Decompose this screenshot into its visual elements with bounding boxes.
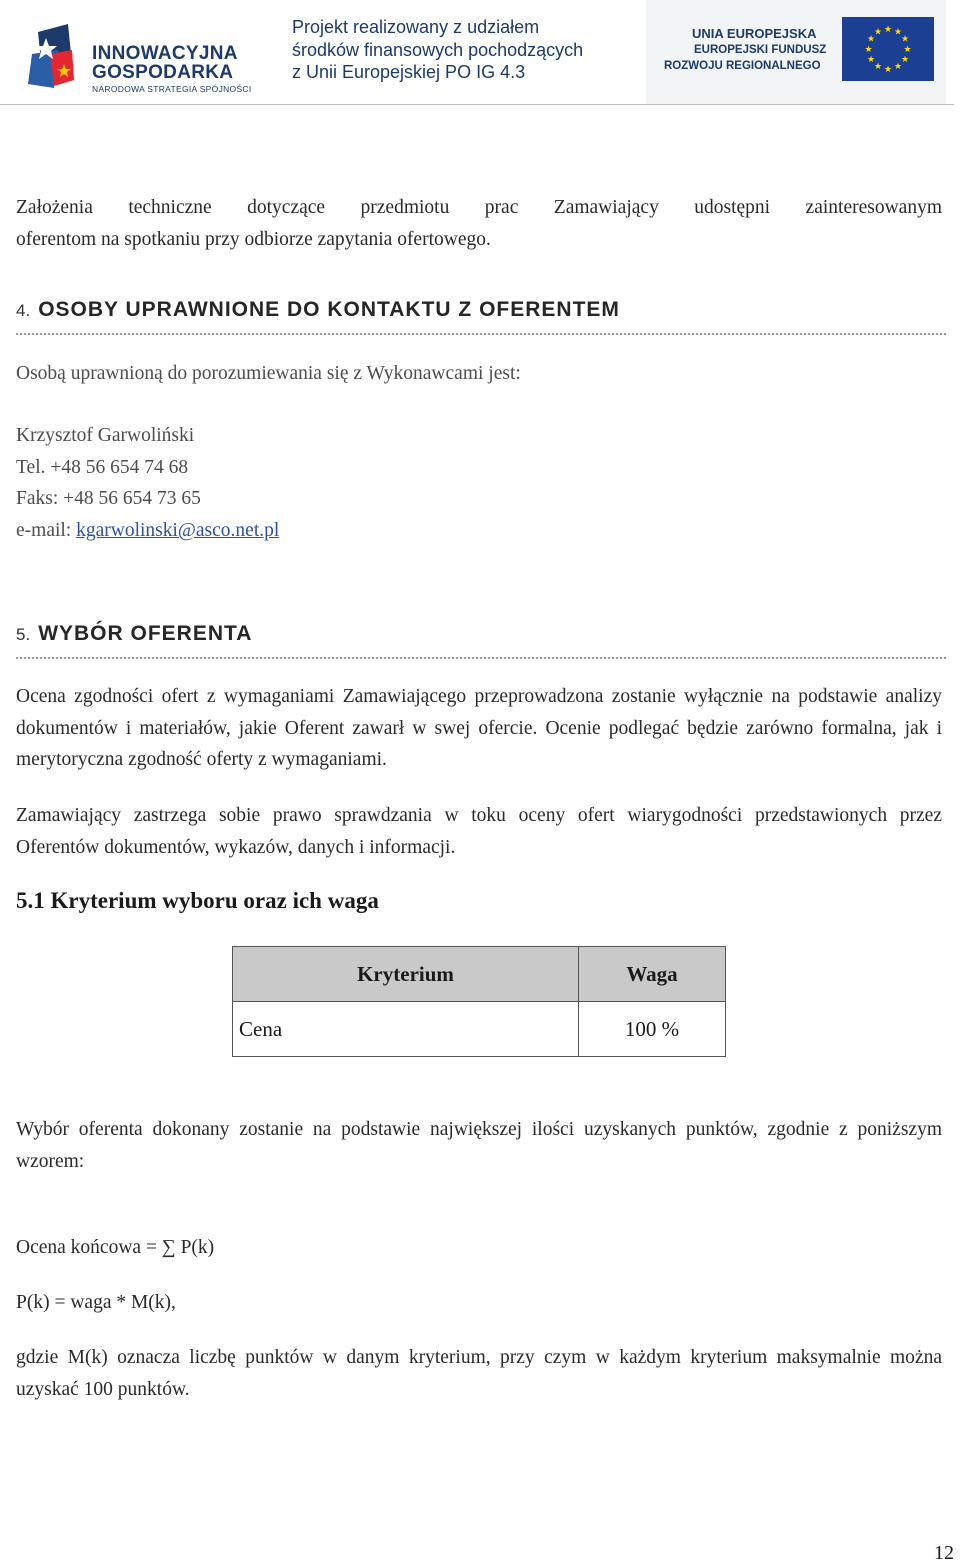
table-row xyxy=(233,1002,726,1057)
header-divider xyxy=(0,104,954,105)
section-4-heading xyxy=(16,296,620,322)
svg-text:★: ★ xyxy=(900,34,910,45)
svg-text:★: ★ xyxy=(903,45,912,55)
eu-logo-subtitle: EUROPEJSKI FUNDUSZ xyxy=(694,44,827,56)
contact-email-link[interactable]: kgarwolinski@asco.net.pl xyxy=(76,520,280,541)
section-5-heading xyxy=(16,620,252,646)
svg-text:★: ★ xyxy=(883,25,893,35)
svg-text:★: ★ xyxy=(893,62,903,72)
intro-paragraph-line: oferentom na spotkaniu przy odbiorze zapytania ofertowego. xyxy=(16,229,491,250)
evaluation-paragraph: Ocena zgodności ofert z wymaganiami Zamawiającego przeprowadzona zostanie wyłącznie na podstawie analizy dokumentów i materiałów, jakie Oferent zawarł w swej ofercie. Ocenie podlegać będzie zarówno formalna, jak i merytoryczna zgodność oferty z wymaganiami. xyxy=(16,686,942,770)
selection-paragraph: Wybór oferenta dokonany zostanie na podstawie największej ilości uzyskanych punktów, zgodnie z poniższym wzorem: xyxy=(16,1119,942,1172)
funding-note-line: środków finansowych pochodzących xyxy=(292,39,584,60)
contact-intro: Osobą uprawnioną do porozumiewania się z Wykonawcami jest: xyxy=(16,363,521,384)
innowacyjna-gospodarka-emblem-icon xyxy=(28,24,88,94)
contact-name: Krzysztof Garwoliński xyxy=(16,425,195,446)
logo-text-innowacyjna: INNOWACYJNA xyxy=(92,43,238,64)
svg-text:★: ★ xyxy=(864,45,873,55)
logo-text-gospodarka: GOSPODARKA xyxy=(92,62,234,83)
section-title: WYBÓR OFERENTA xyxy=(38,622,253,645)
page-number: 12 xyxy=(934,1542,954,1564)
funding-note-line: Projekt realizowany z udziałem xyxy=(292,17,540,37)
logo-text-strategia: NARODOWA STRATEGIA SPÓJNOŚCI xyxy=(92,84,252,94)
eu-fund-logo xyxy=(646,0,946,104)
section-number: 4. xyxy=(16,301,31,320)
svg-text:★: ★ xyxy=(866,55,876,65)
intro-paragraph-line: Założenia techniczne dotyczące przedmiotu prac Zamawiający udostępni zainteresowanym xyxy=(16,197,942,218)
section-number: 5. xyxy=(16,625,31,644)
svg-text:★: ★ xyxy=(873,62,883,72)
project-funding-note xyxy=(292,16,583,84)
section-divider xyxy=(16,657,946,659)
eu-logo-title: UNIA EUROPEJSKA xyxy=(692,26,817,41)
criteria-table xyxy=(232,946,726,1057)
contact-phone: Tel. +48 56 654 74 68 xyxy=(16,457,189,478)
funding-note-line: z Unii Europejskiej PO IG 4.3 xyxy=(292,62,526,82)
email-label: e-mail: xyxy=(16,520,77,541)
eu-logo-subtitle: ROZWOJU REGIONALNEGO xyxy=(664,60,821,72)
table-cell: Cena xyxy=(233,1002,579,1057)
innowacyjna-gospodarka-logo xyxy=(28,24,268,100)
verification-paragraph: Zamawiający zastrzega sobie prawo sprawdzania w toku oceny ofert wiarygodności przedstawionych przez Oferentów dokumentów, wykazów, danych i informacji. xyxy=(16,805,942,858)
table-header-row xyxy=(233,947,726,1002)
section-title: OSOBY UPRAWNIONE DO KONTAKTU Z OFERENTEM xyxy=(38,298,620,321)
svg-text:★: ★ xyxy=(866,34,876,45)
formula-explanation: gdzie M(k) oznacza liczbę punktów w danym kryterium, przy czym w każdym kryterium maksymalnie można uzyskać 100 punktów. xyxy=(16,1347,942,1400)
formula-final-score: Ocena końcowa = ∑ P(k) xyxy=(16,1237,215,1258)
eu-flag-icon xyxy=(842,17,934,81)
contact-fax: Faks: +48 56 654 73 65 xyxy=(16,488,201,509)
section-divider xyxy=(16,333,946,335)
table-header-cell: Waga xyxy=(579,947,726,1002)
svg-text:★: ★ xyxy=(900,55,910,65)
table-cell: 100 % xyxy=(579,1002,726,1057)
table-header-cell: Kryterium xyxy=(233,947,579,1002)
svg-text:★: ★ xyxy=(893,27,903,38)
criteria-heading: 5.1 Kryterium wyboru oraz ich waga xyxy=(16,888,379,913)
contact-email-line xyxy=(16,515,279,547)
formula-points: P(k) = waga * M(k), xyxy=(16,1292,176,1313)
svg-text:★: ★ xyxy=(883,65,893,75)
svg-text:★: ★ xyxy=(873,27,883,38)
